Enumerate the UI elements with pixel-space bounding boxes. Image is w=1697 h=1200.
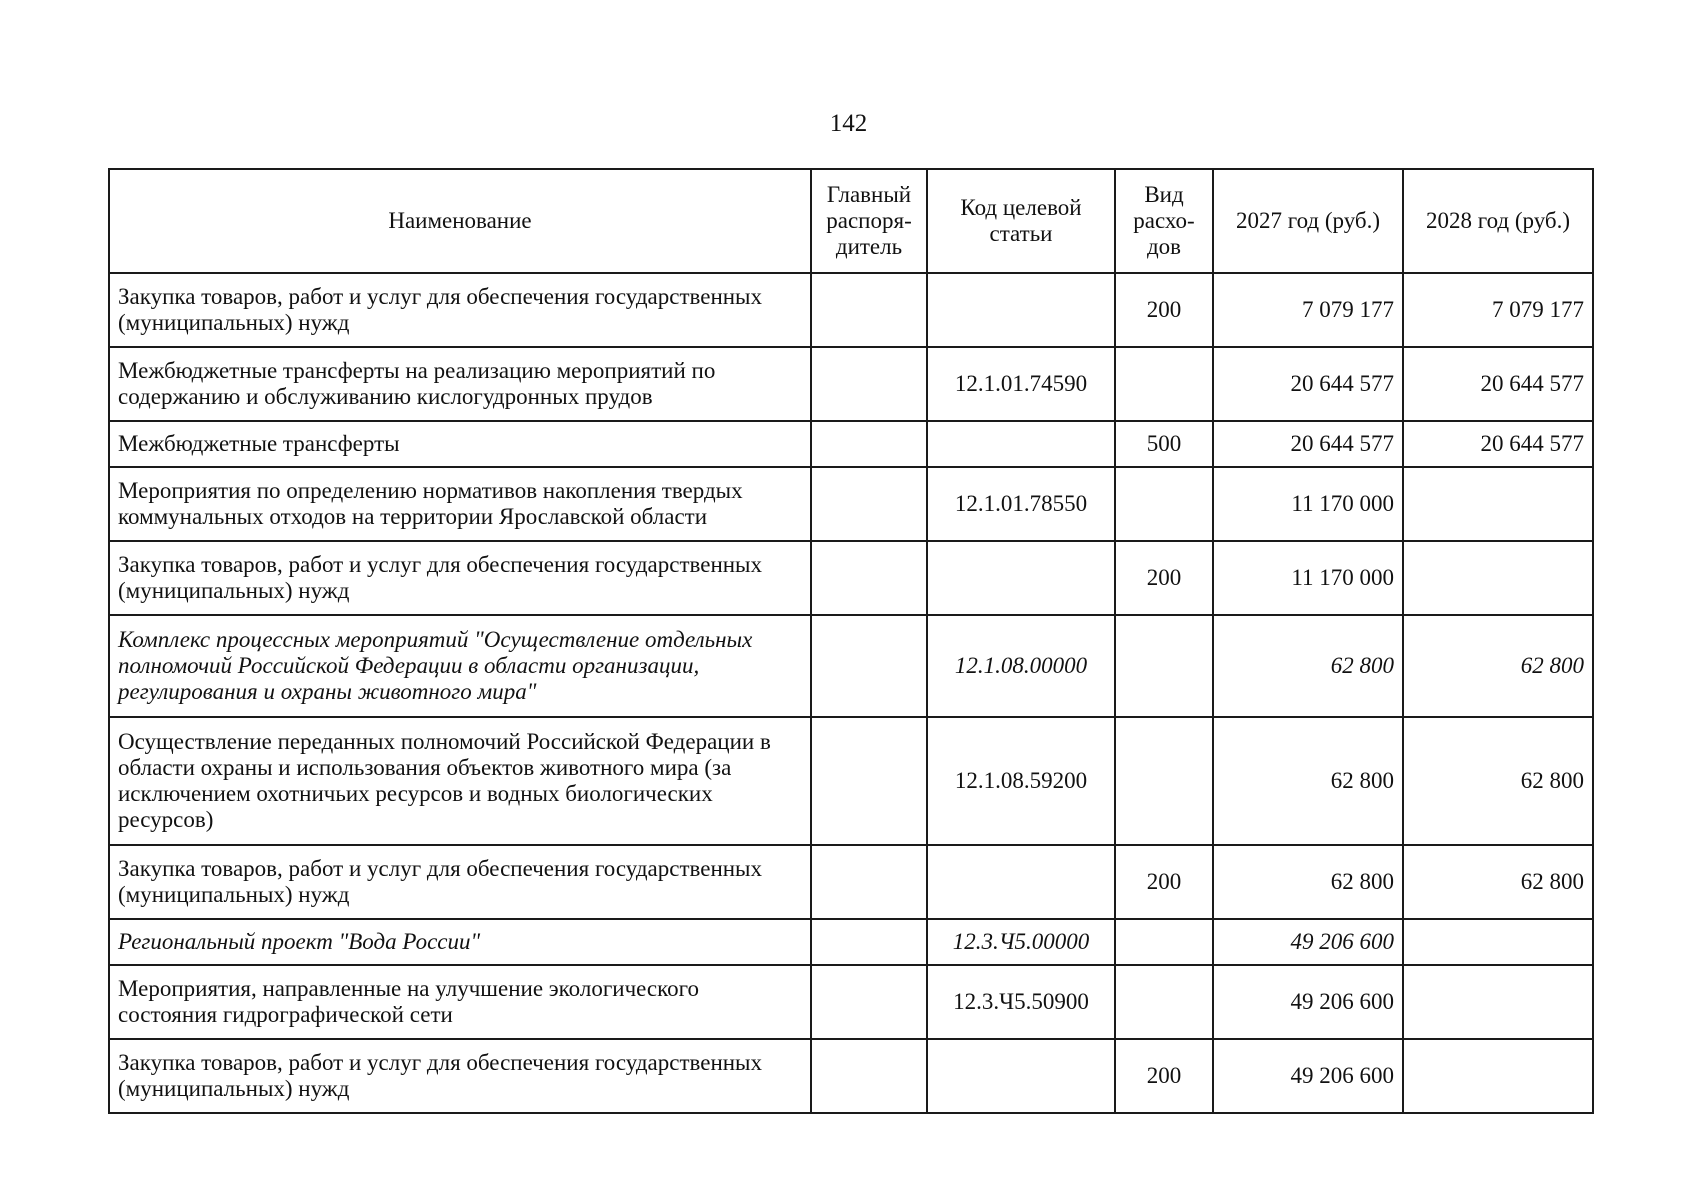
cell-glavny: [811, 421, 927, 467]
cell-code: 12.3.Ч5.50900: [927, 965, 1115, 1039]
cell-code: 12.1.08.59200: [927, 717, 1115, 845]
cell-glavny: [811, 919, 927, 965]
cell-name: Межбюджетные трансферты на реализацию мероприятий по содержанию и обслуживанию кислогудронных прудов: [109, 347, 811, 421]
cell-2027: 49 206 600: [1213, 1039, 1403, 1113]
cell-name: Мероприятия по определению нормативов накопления твердых коммунальных отходов на территории Ярославской области: [109, 467, 811, 541]
cell-code: 12.3.Ч5.00000: [927, 919, 1115, 965]
cell-2028: [1403, 467, 1593, 541]
cell-glavny: [811, 541, 927, 615]
cell-name: Комплекс процессных мероприятий "Осуществление отдельных полномочий Российской Федерации в области организации, регулирования и охраны животного мира": [109, 615, 811, 717]
table-row: [109, 615, 1593, 717]
cell-2028: [1403, 541, 1593, 615]
cell-code: [927, 541, 1115, 615]
cell-glavny: [811, 965, 927, 1039]
cell-code: [927, 273, 1115, 347]
budget-table: [108, 168, 1594, 1114]
cell-vid: 200: [1115, 273, 1213, 347]
cell-2028: [1403, 965, 1593, 1039]
cell-name: Осуществление переданных полномочий Российской Федерации в области охраны и использования объектов животного мира (за исключением охотничьих ресурсов и водных биологических ресурсов): [109, 717, 811, 845]
cell-name: Закупка товаров, работ и услуг для обеспечения государственных (муниципальных) нужд: [109, 845, 811, 919]
cell-2027: 20 644 577: [1213, 421, 1403, 467]
cell-code: [927, 1039, 1115, 1113]
table-row: [109, 919, 1593, 965]
table-row: [109, 541, 1593, 615]
cell-name: Закупка товаров, работ и услуг для обеспечения государственных (муниципальных) нужд: [109, 273, 811, 347]
cell-code: 12.1.01.78550: [927, 467, 1115, 541]
cell-2027: 62 800: [1213, 615, 1403, 717]
header-glavny: Главный распоря-дитель: [811, 169, 927, 273]
cell-2028: 62 800: [1403, 845, 1593, 919]
cell-glavny: [811, 615, 927, 717]
table-row: [109, 965, 1593, 1039]
cell-code: [927, 421, 1115, 467]
cell-2028: 62 800: [1403, 717, 1593, 845]
cell-2027: 49 206 600: [1213, 965, 1403, 1039]
header-2028: 2028 год (руб.): [1403, 169, 1593, 273]
cell-2027: 11 170 000: [1213, 541, 1403, 615]
header-code: Код целевой статьи: [927, 169, 1115, 273]
cell-2027: 7 079 177: [1213, 273, 1403, 347]
cell-name: Закупка товаров, работ и услуг для обеспечения государственных (муниципальных) нужд: [109, 1039, 811, 1113]
cell-vid: [1115, 717, 1213, 845]
table-row: [109, 845, 1593, 919]
cell-2028: [1403, 919, 1593, 965]
cell-code: [927, 845, 1115, 919]
cell-name: Мероприятия, направленные на улучшение экологического состояния гидрографической сети: [109, 965, 811, 1039]
cell-vid: [1115, 919, 1213, 965]
cell-glavny: [811, 273, 927, 347]
table-row: [109, 1039, 1593, 1113]
cell-2027: 11 170 000: [1213, 467, 1403, 541]
cell-2028: 7 079 177: [1403, 273, 1593, 347]
cell-2027: 49 206 600: [1213, 919, 1403, 965]
cell-vid: 200: [1115, 541, 1213, 615]
cell-2028: 62 800: [1403, 615, 1593, 717]
cell-vid: 200: [1115, 1039, 1213, 1113]
cell-glavny: [811, 1039, 927, 1113]
table-row: [109, 273, 1593, 347]
cell-code: 12.1.01.74590: [927, 347, 1115, 421]
table-header-row: [109, 169, 1593, 273]
page-number: 142: [829, 110, 868, 137]
table-row: [109, 467, 1593, 541]
table-row: [109, 347, 1593, 421]
cell-glavny: [811, 467, 927, 541]
cell-vid: [1115, 467, 1213, 541]
cell-glavny: [811, 845, 927, 919]
cell-vid: [1115, 347, 1213, 421]
cell-name: Закупка товаров, работ и услуг для обеспечения государственных (муниципальных) нужд: [109, 541, 811, 615]
cell-name: Региональный проект "Вода России": [109, 919, 811, 965]
cell-code: 12.1.08.00000: [927, 615, 1115, 717]
cell-2028: [1403, 1039, 1593, 1113]
cell-vid: 500: [1115, 421, 1213, 467]
table-row: [109, 421, 1593, 467]
cell-vid: [1115, 965, 1213, 1039]
cell-2028: 20 644 577: [1403, 347, 1593, 421]
cell-name: Межбюджетные трансферты: [109, 421, 811, 467]
cell-2028: 20 644 577: [1403, 421, 1593, 467]
cell-2027: 62 800: [1213, 717, 1403, 845]
cell-2027: 62 800: [1213, 845, 1403, 919]
cell-glavny: [811, 717, 927, 845]
header-name: Наименование: [109, 169, 811, 273]
cell-glavny: [811, 347, 927, 421]
cell-vid: [1115, 615, 1213, 717]
header-2027: 2027 год (руб.): [1213, 169, 1403, 273]
header-vid: Вид расхо-дов: [1115, 169, 1213, 273]
cell-2027: 20 644 577: [1213, 347, 1403, 421]
cell-vid: 200: [1115, 845, 1213, 919]
table-row: [109, 717, 1593, 845]
